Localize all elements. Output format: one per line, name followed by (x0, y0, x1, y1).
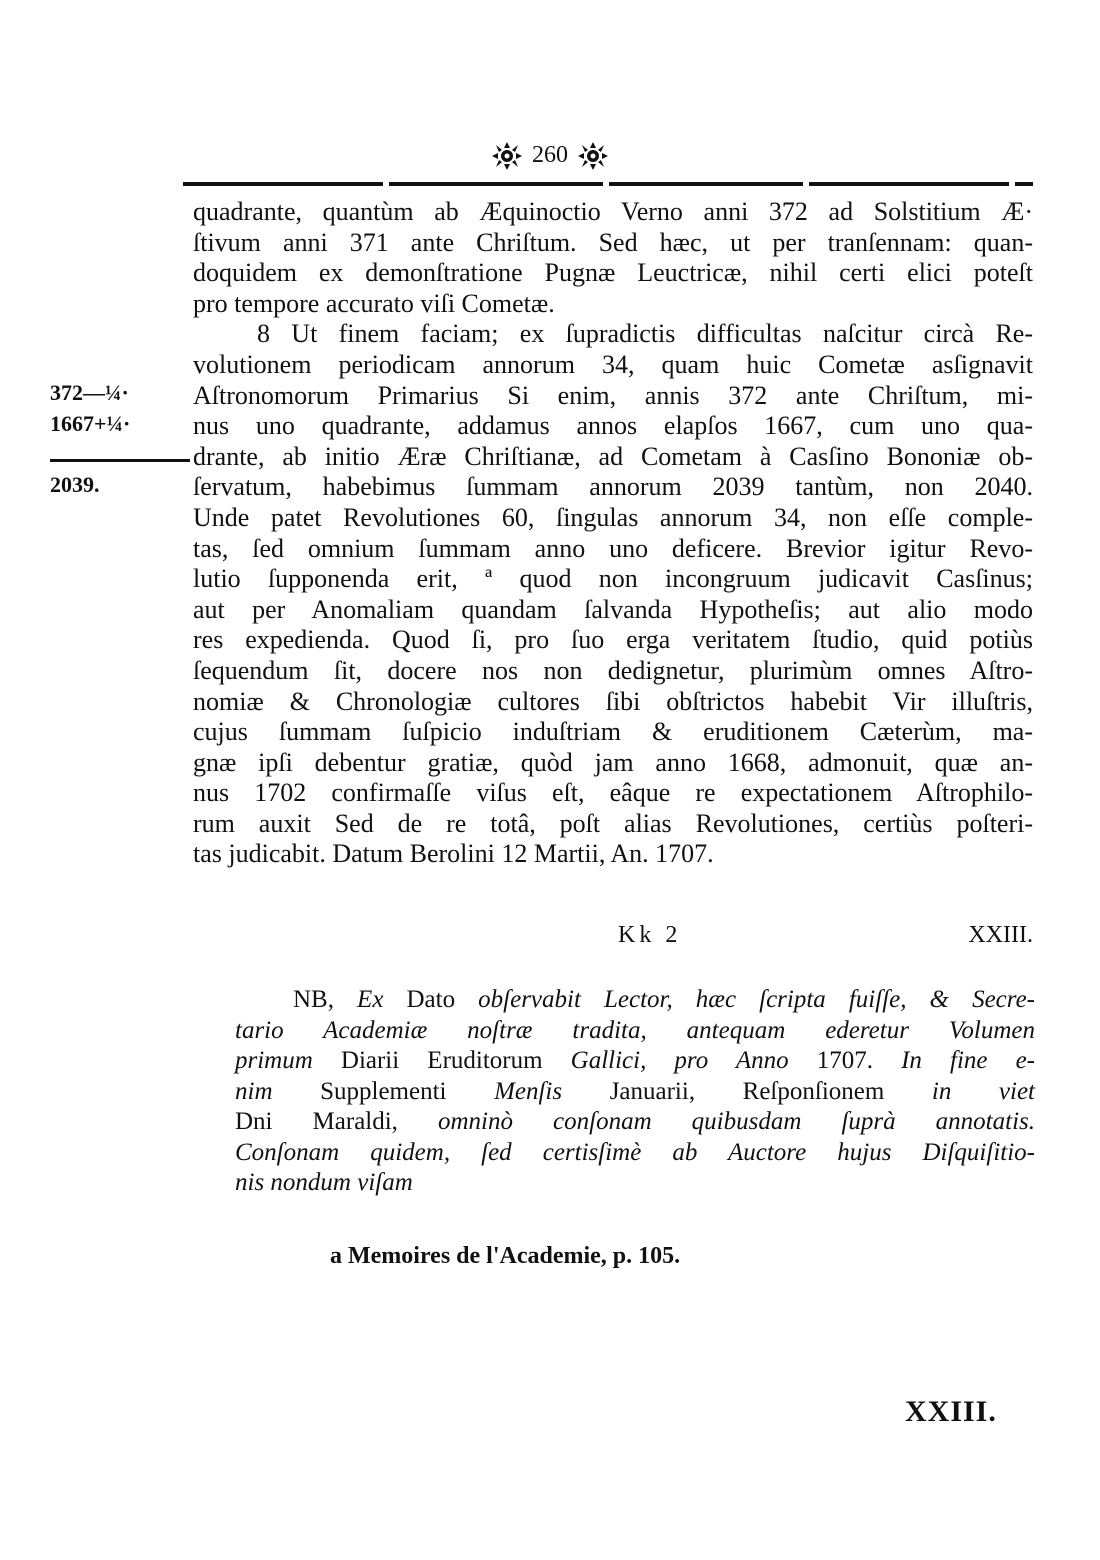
header-rule (183, 182, 1033, 186)
text-line: rum auxit Sed de re totâ, poſt alias Revolutiones, certiùs poſteri- (193, 808, 1033, 838)
text-line: drante, ab initio Æræ Chriſtianæ, ad Cometam à Casſino Bononiæ ob- (193, 441, 1033, 471)
text-line: pro tempore accurato viſi Cometæ. (193, 288, 555, 318)
nb-line (235, 1046, 1035, 1077)
text-line: gnæ ipſi debentur gratiæ, quòd jam anno 1668, admonuit, quæ an- (193, 747, 1033, 777)
catchword-bottom: XXIII. (905, 1395, 997, 1428)
roman-run: NB, (293, 986, 358, 1013)
italic-run: Gallici, pro Anno (570, 1047, 817, 1074)
text-line: ſervatum, habebimus ſummam annorum 2039 tantùm, non 2040. (193, 472, 1033, 502)
signature-mark: Kk 2 (618, 922, 682, 948)
text-line: ſequendum ſit, docere nos non dedignetur, plurimùm omnes Aſtro- (193, 655, 1033, 685)
floral-ornament-icon (492, 142, 522, 170)
roman-run: Januarii, Reſponſionem (609, 1077, 932, 1105)
text-line: cujus ſummam ſuſpicio induſtriam & eruditionem Cæterùm, ma- (193, 717, 1033, 747)
page-number: 260 (532, 142, 568, 168)
italic-run: Ex (357, 986, 407, 1013)
nb-line (235, 1138, 1035, 1169)
roman-run: Dni Maraldi, (235, 1108, 438, 1135)
roman-run: Diarii Eruditorum (340, 1047, 571, 1074)
text-line: quadrante, quantùm ab Æquinoctio Verno anni 372 ad Solstitium Æ· (193, 197, 1033, 226)
margin-total: 2039. (50, 472, 100, 497)
text-line: lutio ſupponenda erit, ª quod non incongruum judicavit Casſinus; (193, 564, 1033, 594)
roman-run: Dato (406, 986, 479, 1013)
nb-line (235, 1168, 1035, 1199)
margin-line: 372—¼· (50, 380, 129, 405)
text-line: tas, ſed omnium ſummam anno uno deficere. Brevior igitur Revo- (193, 533, 1033, 563)
italic-run: primum (235, 1047, 341, 1074)
italic-run: tario Academiæ noſtræ tradita, antequam ederetur Volumen (235, 1016, 1035, 1044)
nb-line (235, 1016, 1035, 1047)
text-line: 8 Ut finem faciam; ex ſupradictis difficultas naſcitur circà Re- (257, 319, 1033, 349)
signature-line (193, 922, 1033, 952)
italic-run: Conſonam quidem, ſed certisſimè ab Auctore hujus Diſquiſitio- (235, 1138, 1035, 1166)
catchword: XXIII. (968, 922, 1033, 948)
running-head (0, 140, 1100, 170)
italic-run: nim (235, 1077, 321, 1105)
nota-bene (235, 985, 1035, 1199)
italic-run: nis nondum viſam (235, 1169, 413, 1196)
margin-note (50, 378, 195, 501)
text-line: Unde patet Revolutiones 60, ſingulas annorum 34, non eſſe comple- (193, 502, 1033, 532)
text-line: aut per Anomaliam quandam ſalvanda Hypotheſis; aut alio modo (193, 594, 1033, 624)
text-line: nus uno quadrante, addamus annos elapſos 1667, cum uno qua- (193, 411, 1033, 441)
footnote: a Memoires de l'Academie, p. 105. (330, 1243, 681, 1269)
text-line: ſtivum anni 371 ante Chriſtum. Sed hæc, ut per tranſennam: quan- (193, 227, 1033, 257)
margin-sum-rule (50, 459, 190, 462)
text-line: volutionem periodicam annorum 34, quam huic Cometæ asſignavit (193, 349, 1033, 379)
margin-line: 1667+¼· (50, 411, 131, 436)
italic-run: in viet (931, 1077, 1036, 1105)
nb-line (235, 1107, 1035, 1138)
roman-run: Supplementi (320, 1077, 495, 1105)
italic-run: omninò conſonam quibusdam ſuprà annotatis. (437, 1108, 1035, 1135)
text-line: doquidem ex demonſtratione Pugnæ Leuctricæ, nihil certi elici poteſt (193, 258, 1033, 288)
text-line: nomiæ & Chronologiæ cultores ſibi obſtrictos habebit Vir illuſtris, (193, 686, 1033, 716)
text-line: Aſtronomorum Primarius Si enim, annis 372 ante Chriſtum, mi- (193, 380, 1033, 410)
italic-run: In fine e- (901, 1047, 1036, 1074)
roman-run: 1707. (816, 1047, 902, 1074)
main-text (193, 197, 1033, 870)
italic-run: Menſis (494, 1077, 610, 1105)
text-line: tas judicabit. Datum Berolini 12 Martii, An. 1707. (193, 839, 714, 869)
nb-line (235, 1077, 1035, 1108)
text-line: res expedienda. Quod ſi, pro ſuo erga veritatem ſtudio, quid potiùs (193, 625, 1033, 655)
text-line: nus 1702 confirmaſſe viſus eſt, eâque re expectationem Aſtrophilo- (193, 778, 1033, 808)
italic-run: obſervabit Lector, hæc ſcripta fuiſſe, & Secre- (478, 986, 1035, 1013)
nb-line (235, 985, 1035, 1016)
floral-ornament-icon (578, 142, 608, 170)
